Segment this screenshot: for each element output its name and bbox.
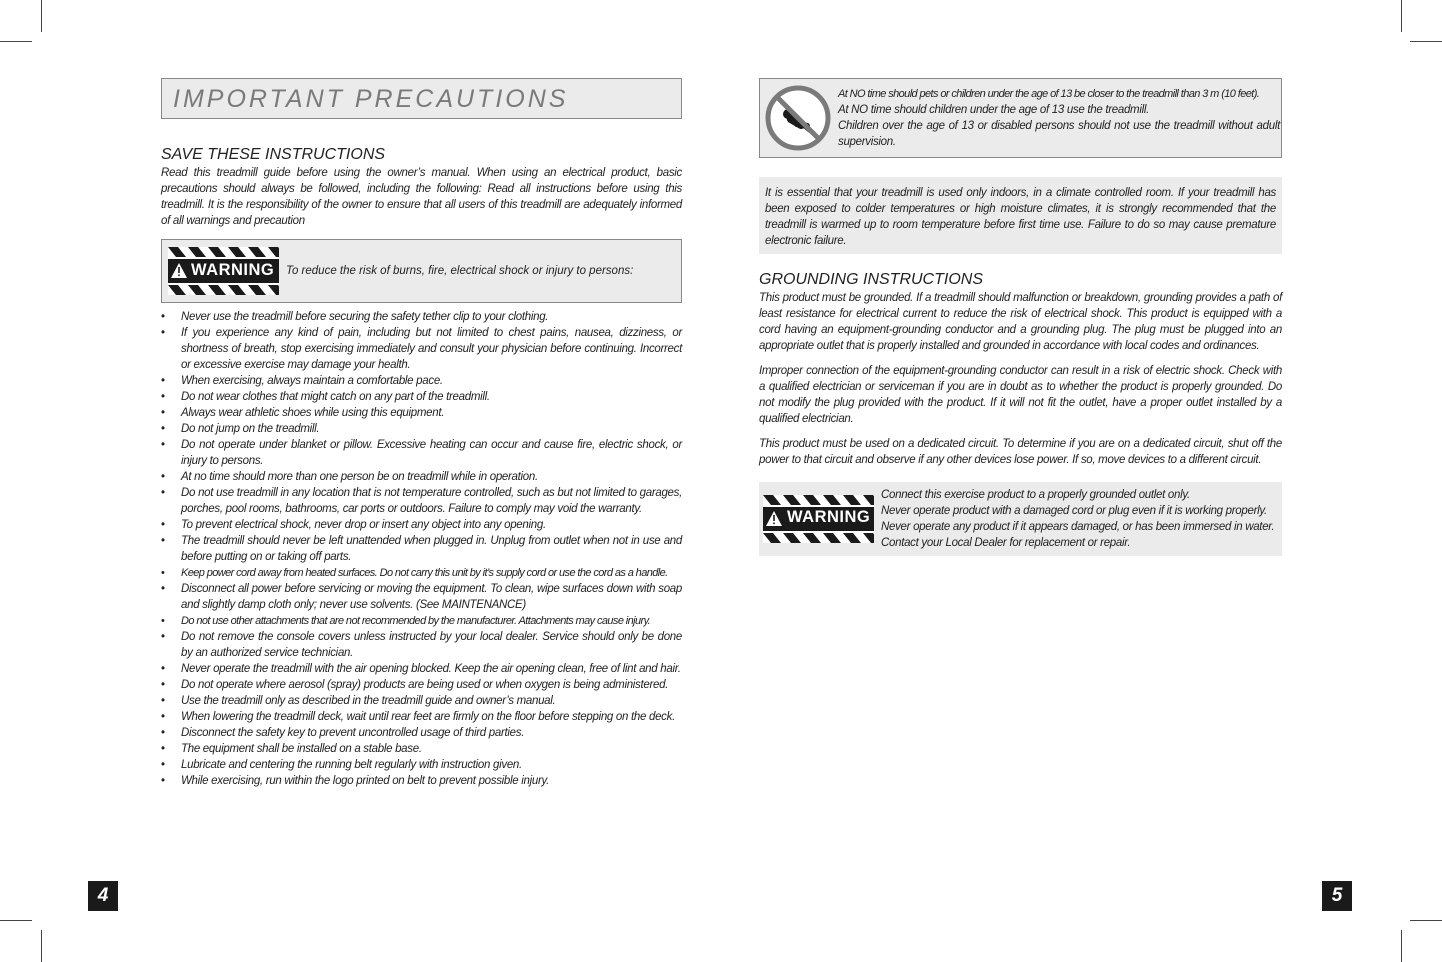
title-banner xyxy=(161,78,682,119)
precaution-text: Do not operate where aerosol (spray) products are being used or when oxygen is being administered. xyxy=(181,679,669,691)
warning-text: To reduce the risk of burns, fire, electrical shock or injury to persons: xyxy=(286,265,634,277)
grounding-paragraph: This product must be grounded. If a treadmill should malfunction or breakdown, grounding provides a path of least resistance for electrical current to reduce the risk of electrical shock. This product is equipped with a cord having an equipment-grounding conductor and a grounding plug. The plug must be plugged into an appropriate outlet that is properly installed and grounded in accordance with local codes and ordinances. xyxy=(759,292,1282,352)
precaution-text: Disconnect all power before servicing or moving the equipment. To clean, wipe surfaces down with soap and slightly damp cloth only; never use solvents. (See MAINTENANCE) xyxy=(181,583,682,611)
precaution-item xyxy=(161,725,682,741)
bullet-marker: • xyxy=(161,567,165,579)
warning-line: Connect this exercise product to a properly grounded outlet only. xyxy=(881,489,1190,501)
page-title: IMPORTANT PRECAUTIONS xyxy=(173,85,569,113)
precaution-item xyxy=(161,421,682,437)
grounding-warning-text xyxy=(881,487,1274,551)
precaution-item xyxy=(161,709,682,725)
bullet-marker: • xyxy=(161,519,165,531)
bullet-marker: • xyxy=(161,743,165,755)
precaution-item xyxy=(161,373,682,389)
precaution-item xyxy=(161,469,682,485)
page-number-right: 5 xyxy=(1322,881,1352,911)
precaution-text: To prevent electrical shock, never drop or insert any object into any opening. xyxy=(181,519,546,531)
bullet-marker: • xyxy=(161,775,165,787)
crop-mark xyxy=(41,0,42,32)
precaution-item xyxy=(161,693,682,709)
bullet-marker: • xyxy=(161,583,165,595)
precaution-item xyxy=(161,661,682,677)
crop-mark xyxy=(1401,0,1402,32)
warning-label: WARNING xyxy=(191,261,275,279)
precaution-text: Do not use treadmill in any location that is not temperature controlled, such as but not limited to garages, porches, pool rooms, bathrooms, car ports or outdoors. Failure to comply may void the warranty. xyxy=(181,487,682,515)
bullet-marker: • xyxy=(161,439,165,451)
bullet-marker: • xyxy=(161,407,165,419)
warning-box xyxy=(161,239,682,303)
precaution-item xyxy=(161,389,682,405)
child-line: At NO time should pets or children under the age of 13 be closer to the treadmill than 3 m (10 feet). xyxy=(838,88,1260,100)
warning-line: Contact your Local Dealer for replacement or repair. xyxy=(881,537,1131,549)
precaution-text: When exercising, always maintain a comfortable pace. xyxy=(181,375,443,387)
precaution-text: Never use the treadmill before securing the safety tether clip to your clothing. xyxy=(181,311,549,323)
bullet-marker: • xyxy=(161,423,165,435)
precautions-list xyxy=(161,309,682,789)
precaution-text: Do not use other attachments that are not recommended by the manufacturer. Attachments may cause injury. xyxy=(181,615,651,627)
precaution-item xyxy=(161,757,682,773)
precaution-text: Keep power cord away from heated surfaces. Do not carry this unit by it’s supply cord or use the cord as a handle. xyxy=(181,567,668,579)
precaution-item xyxy=(161,741,682,757)
bullet-marker: • xyxy=(161,391,165,403)
no-children-icon xyxy=(764,84,832,152)
crop-mark xyxy=(1410,41,1442,42)
bullet-marker: • xyxy=(161,711,165,723)
precaution-text: The equipment shall be installed on a stable base. xyxy=(181,743,422,755)
bullet-marker: • xyxy=(161,375,165,387)
precaution-item xyxy=(161,517,682,533)
grounding-paragraph: This product must be used on a dedicated circuit. To determine if you are on a dedicated circuit, shut off the power to that circuit and observe if any other devices lose power. If so, move devices to a different circuit. xyxy=(759,438,1282,466)
bullet-marker: • xyxy=(161,679,165,691)
child-safety-box xyxy=(759,78,1282,158)
bullet-marker: • xyxy=(161,695,165,707)
bullet-marker: • xyxy=(161,327,165,339)
crop-mark xyxy=(41,930,42,962)
child-line: At NO time should children under the age of 13 use the treadmill. xyxy=(838,104,1149,116)
page-number-left: 4 xyxy=(88,881,118,911)
precaution-item xyxy=(161,405,682,421)
bullet-marker: • xyxy=(161,311,165,323)
grounding-paragraph: Improper connection of the equipment-grounding conductor can result in a risk of electric shock. Check with a qualified electrician or serviceman if you are in doubt as to whether the product is properly grounded. Do not modify the plug provided with the product. If it will not fit the outlet, have a proper outlet installed by a qualified electrician. xyxy=(759,365,1282,425)
bullet-marker: • xyxy=(161,487,165,499)
bullet-marker: • xyxy=(161,615,165,627)
child-safety-text xyxy=(838,86,1280,150)
precaution-item xyxy=(161,325,682,373)
precaution-text: Lubricate and centering the running belt regularly with instruction given. xyxy=(181,759,522,771)
precaution-text: Disconnect the safety key to prevent uncontrolled usage of third parties. xyxy=(181,727,525,739)
precaution-text: Do not remove the console covers unless instructed by your local dealer. Service should only be done by an authorized service technician. xyxy=(181,631,682,659)
precaution-item xyxy=(161,485,682,517)
bullet-marker: • xyxy=(161,759,165,771)
precaution-item xyxy=(161,581,682,613)
precaution-text: Never operate the treadmill with the air opening blocked. Keep the air opening clean, free of lint and hair. xyxy=(181,663,681,675)
precaution-item xyxy=(161,629,682,661)
crop-mark xyxy=(1401,930,1402,962)
precaution-text: At no time should more than one person be on treadmill while in operation. xyxy=(181,471,538,483)
left-page xyxy=(161,78,682,789)
indoor-use-note: It is essential that your treadmill is used only indoors, in a climate controlled room. If your treadmill has been exposed to colder temperatures or high moisture climates, it is strongly recommended that the treadmill is warmed up to room temperature before first time use. Failure to do so may cause premature electronic failure. xyxy=(759,177,1282,254)
precaution-item xyxy=(161,677,682,693)
crop-mark xyxy=(0,41,32,42)
precaution-text: Do not wear clothes that might catch on any part of the treadmill. xyxy=(181,391,490,403)
bullet-marker: • xyxy=(161,631,165,643)
precaution-text: Do not jump on the treadmill. xyxy=(181,423,320,435)
precaution-text: Use the treadmill only as described in the treadmill guide and owner’s manual. xyxy=(181,695,556,707)
bullet-marker: • xyxy=(161,471,165,483)
precaution-text: When lowering the treadmill deck, wait until rear feet are firmly on the floor before stepping on the deck. xyxy=(181,711,675,723)
crop-mark xyxy=(1410,920,1442,921)
precaution-text: While exercising, run within the logo printed on belt to prevent possible injury. xyxy=(181,775,549,787)
precaution-text: Always wear athletic shoes while using this equipment. xyxy=(181,407,445,419)
bullet-marker: • xyxy=(161,535,165,547)
precaution-item xyxy=(161,565,682,581)
save-instructions-heading: SAVE THESE INSTRUCTIONS xyxy=(161,146,386,163)
precaution-item xyxy=(161,773,682,789)
intro-paragraph: Read this treadmill guide before using the owner’s manual. When using an electrical product, basic precautions should always be followed, including the following: Read all instructions before using this treadmill. It is the responsibility of the owner to ensure that all users of this treadmill are adequately informed of all warnings and precaution xyxy=(161,167,682,227)
warning-line: Never operate product with a damaged cord or plug even if it is working properly. xyxy=(881,505,1267,517)
precaution-text: The treadmill should never be left unattended when plugged in. Unplug from outlet when not in use and before putting on or taking off parts. xyxy=(181,535,682,563)
precaution-text: If you experience any kind of pain, including but not limited to chest pains, nausea, dizziness, or shortness of breath, stop exercising immediately and consult your physician before continuing. Incorrect or excessive exercise may damage your health. xyxy=(181,327,682,371)
bullet-marker: • xyxy=(161,727,165,739)
precaution-text: Do not operate under blanket or pillow. Excessive heating can occur and cause fire, electric shock, or injury to persons. xyxy=(181,439,682,467)
warning-label: WARNING xyxy=(787,508,871,526)
child-line: Children over the age of 13 or disabled persons should not use the treadmill without adult supervision. xyxy=(838,120,1280,148)
warning-line: Never operate any product if it appears damaged, or has been immersed in water. xyxy=(881,521,1275,533)
precaution-item xyxy=(161,309,682,325)
grounding-heading: GROUNDING INSTRUCTIONS xyxy=(759,271,983,288)
bullet-marker: • xyxy=(161,663,165,675)
precaution-item xyxy=(161,613,682,629)
precaution-item xyxy=(161,533,682,565)
precaution-item xyxy=(161,437,682,469)
grounding-warning-box xyxy=(759,482,1282,556)
crop-mark xyxy=(0,920,32,921)
right-page xyxy=(759,78,1282,556)
